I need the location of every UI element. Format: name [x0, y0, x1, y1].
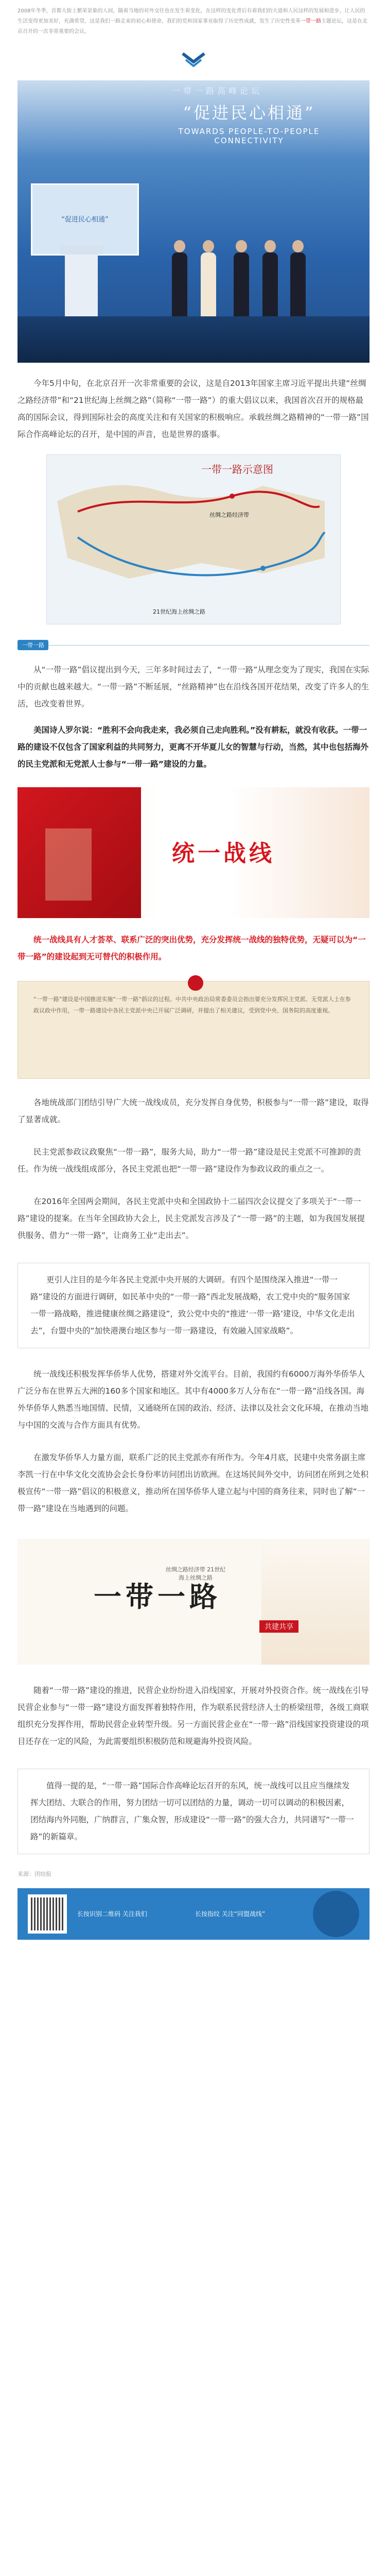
stage — [17, 316, 370, 363]
fingerprint-icon[interactable] — [313, 1891, 359, 1937]
intro-highlight: 一带一路 — [301, 19, 321, 24]
section-tag — [17, 640, 370, 650]
decorative-panel — [261, 1539, 370, 1665]
intro-p1: 2008年冬季，首都大街上繁荣景象的人间，随着当地的对外交往也在发生着变化，在这样的变化背后有着我们的大道和人民 — [17, 8, 298, 14]
flag-graphic — [17, 787, 141, 918]
article-p6: 在2016年全国两会期间，各民主党派中央和全国政协十二届四次会议提交了多项关于“一带一路”建设的提案。在当年全国政协大会上，民主党派发言涉及了“一带一路”的主题，如为我国发展提供服务、借力“一带一路”，让商务工业“走出去”。 — [17, 1197, 365, 1240]
intro-text — [0, 0, 387, 41]
speaker-figure — [262, 240, 278, 317]
article-paragraph — [17, 1193, 370, 1244]
section-tag-line — [48, 645, 370, 646]
article-p2: 从“一带一路”倡议提出到今天，三年多时间过去了，“一带一路”从理念变为了现实，我国在实际中的贡献也越来越大。“一带一路”不断延展，“丝路精神”也在沿线各国开花结果，改变了许多人的生活，也改变着世界。 — [17, 665, 370, 708]
map-legend-road: 21世纪海上丝绸之路 — [153, 608, 205, 615]
article-paragraph — [17, 931, 370, 965]
article-paragraph — [17, 1366, 370, 1434]
article-paragraph — [17, 1094, 370, 1128]
banner-top-text: 一带一路高峰论坛 — [172, 86, 263, 96]
intro-p4: 主题论坛，这是在北京召开的一次非常重要的会议。 — [17, 19, 367, 35]
chevron-down-icon — [0, 50, 387, 70]
belt-road-map — [46, 454, 341, 624]
qr-code[interactable] — [28, 1894, 67, 1934]
speaker-figure — [201, 240, 216, 317]
calligraphy-subtitle: 丝绸之路经济带 21世纪海上丝绸之路 — [165, 1566, 226, 1581]
boxed-paragraph — [17, 1263, 370, 1348]
scroll-text: “一带一路”建设是中国推进实施“一带一路”倡议的过程。中共中央政治局常委委员会指出要充分发挥民主党派、无党派人士在参政议政中作用，一带一路建设中各民主党派中央已开展广泛调研，并提出了相关建议，受到党中央、国务院的高度重视。 — [33, 996, 351, 1014]
fingerprint-caption: 长按指纹 关注“同盟战线” — [195, 1910, 266, 1918]
article-paragraph — [17, 722, 370, 773]
side-board-title: “促进民心相通” — [61, 216, 109, 224]
scroll-card — [17, 981, 370, 1079]
banner-subtitle: TOWARDS PEOPLE-TO-PEOPLE CONNECTIVITY — [178, 127, 320, 145]
calligraphy-title: 一带一路 — [94, 1580, 221, 1613]
united-front-banner — [17, 787, 370, 918]
article-p3-red: 统一战线具有人才荟萃、联系广泛的突出优势，充分发挥统一战线的独特优势，无疑可以为“一带一路”的建设起到无可替代的积极作用。 — [17, 935, 366, 961]
united-front-title: 统一战线 — [172, 840, 275, 867]
article-p10: 随着“一带一路”建设的推进，民营企业纷纷进入沿线国家，开展对外投资合作。统一战线在引导民营企业参与“一带一路”建设方面发挥着独特作用，作为联系民营经济人士的桥梁纽带，各级工商联组织充分发挥作用，帮助民营企业转型升级。另一方面民营企业在“一带一路”沿线国家投资建设的项目还存在一定的风险，为此需要组织积极防范和规避海外投资风险。 — [17, 1686, 369, 1746]
qr-caption: 长按识别二维码 关注我们 — [77, 1910, 147, 1918]
article-paragraph — [17, 1682, 370, 1750]
article-p11: 值得一提的是，“一带一路”国际合作高峰论坛召开的东风，统一战线可以且应当继续发挥大团结、大联合的作用，努力团结一切可以团结的力量，调动一切可以调动的积极因素，团结海内外同胞，广纳群言，广集众智，形成建设“一带一路”的强大合力，共同谱写“一带一路”的新篇章。 — [30, 1781, 354, 1841]
boxed-paragraph — [17, 1769, 370, 1854]
section-tag-label: 一带一路 — [17, 640, 48, 650]
article-p7: 更引人注目的是今年各民主党派中央开展的大调研。有四个是围绕深入推进“一带一路”建设的方面进行调研，如民革中央的“一带一路”西北发展战略，农工党中央的“服务国家一带一路战略，推进健康丝绸之路建设”，致公党中央的“推进‘一带一路’建设，中华文化走出去”，台盟中央的“加快港澳台地区参与一带一路建设，有效融入国家战略”。 — [30, 1275, 355, 1335]
follow-bar — [17, 1888, 370, 1940]
banner-title: “促进民心相通” — [183, 103, 315, 123]
speaker-figure — [234, 240, 249, 317]
side-board — [31, 183, 139, 256]
map-legend-belt: 丝绸之路经济带 — [209, 512, 249, 518]
calligraphy-tag: 共建共享 — [259, 1620, 298, 1633]
speaker-figure — [290, 240, 306, 317]
source-label: 来源：团结报 — [17, 1871, 51, 1877]
article-p9: 在激发华侨华人力量方面，联系广泛的民主党派亦有所作为。今年4月底，民建中央常务副主席李凯一行在中华文化交流协会会长身份率访问团出访欧洲。在这场民间外交中，访问团在所到之处积极宣传“一带一路”倡议的积极意义，推动所在国华侨华人建立起与中国的商务往来，同时也了解“一带一路”建设在当地遇到的问题。 — [17, 1453, 369, 1513]
article-p1: 今年5月中旬，在北京召开一次非常重要的会议，这是自2013年国家主席习近平提出共建“丝绸之路经济带”和“21世纪海上丝绸之路”（简称“一带一路”）的重大倡议以来，我国首次召开的规格最高的国际会议，得到国际社会的高度关注和有关国家的积极响应。承载丝绸之路精神的“一带一路”国际合作高峰论坛的召开，是中国的声音，也是世界的盛事。 — [17, 379, 369, 439]
article-p8: 统一战线还积极发挥华侨华人优势，搭建对外交流平台。目前，我国约有6000万海外华侨华人广泛分布在世界五大洲的160多个国家和地区。其中有4000多万人分布在“一带一路”沿线各国。海外华侨华人熟悉当地国情、民情，又通晓所在国的政治、经济、法律以及社会文化环境，在推动当地与中国的交流与合作方面具有优势。 — [17, 1369, 369, 1430]
belt-road-calligraphy — [17, 1539, 370, 1665]
article-p5: 民主党派参政议政聚焦“一带一路”，服务大局，助力“一带一路”建设是民主党派不可推卸的责任。作为统一战线组成部分，各民主党派也把“一带一路”建设作为参政议政的重点之一。 — [17, 1147, 361, 1174]
article-paragraph — [17, 375, 370, 443]
article-paragraph — [17, 1144, 370, 1178]
article-quote: 美国诗人罗尔说：“胜利不会向我走来，我必须自己走向胜利。”没有耕耘，就没有收获。一带一路的建设不仅包含了国家利益的共同努力，更离不开华夏儿女的智慧与行动，当然，其中也包括海外的民主党派和无党派人士参与“一带一路”建设的力量。 — [17, 725, 369, 769]
article-paragraph — [17, 1449, 370, 1517]
intro-p3: ，我们的党和国家事业取得了历史性成就，发生了历史性变革 — [162, 19, 301, 24]
map-illustration — [47, 455, 340, 625]
seal-icon — [188, 975, 203, 991]
article-paragraph — [17, 662, 370, 713]
banner-title-block — [146, 100, 352, 145]
speaker-figure — [172, 240, 187, 317]
forum-photo — [17, 80, 370, 363]
map-title: 一带一路示意图 — [201, 463, 273, 476]
intro-p2: 这样的发展和进步，让人民的生活变得更加美好，充满希望，这是我们一路走来的初心和使命 — [17, 8, 365, 24]
article-p4: 各地统战部门团结引导广大统一战线成员，充分发挥自身优势，积极参与“一带一路”建设，取得了显著成就。 — [17, 1098, 369, 1124]
